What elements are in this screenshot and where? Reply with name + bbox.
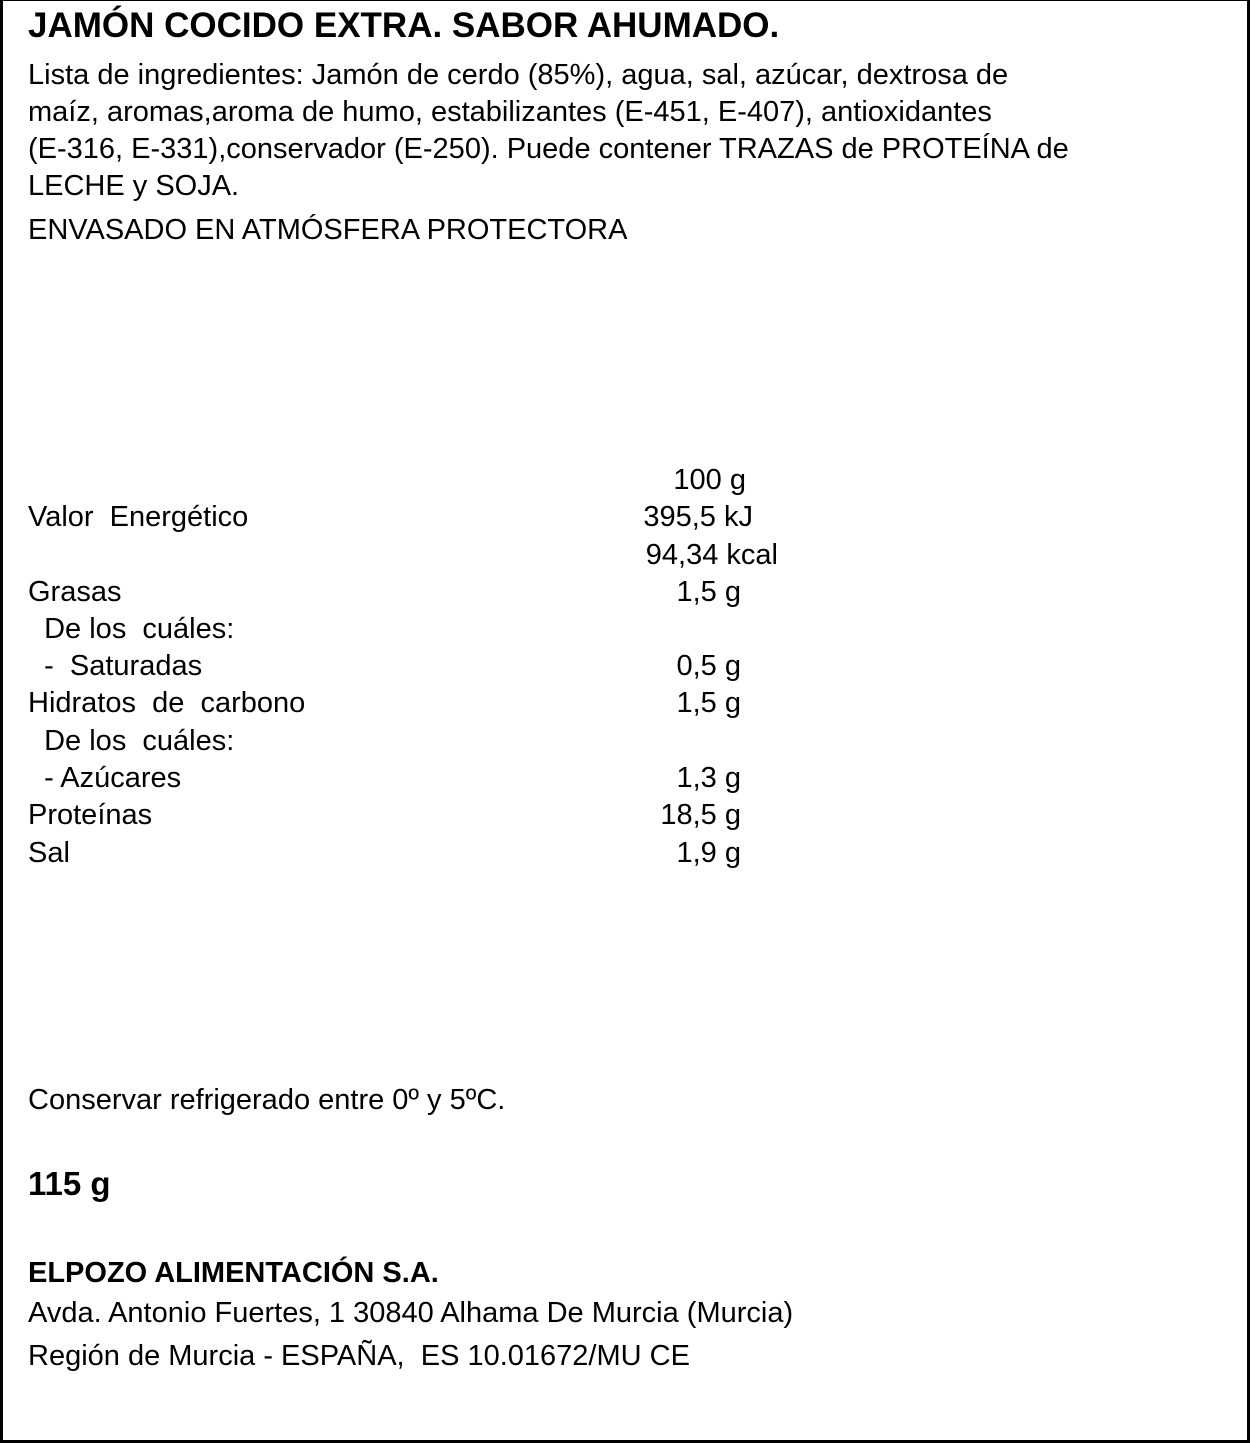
company-name: ELPOZO ALIMENTACIÓN S.A.	[28, 1257, 439, 1289]
nutrition-row-value: 94,34 kcal	[645, 539, 778, 571]
nutrition-row-value: 1,3 g	[676, 762, 741, 794]
nutrition-row-value: 1,5 g	[676, 687, 741, 719]
nutrition-row-label: De los cuáles:	[28, 725, 235, 757]
ingredients-line: Lista de ingredientes: Jamón de cerdo (85%), agua, sal, azúcar, dextrosa de	[28, 59, 1009, 91]
ingredients-line: (E-316, E-331),conservador (E-250). Puede contener TRAZAS de PROTEÍNA de	[28, 133, 1069, 165]
nutrition-row-label: Sal	[28, 837, 70, 869]
company-address-line2: Región de Murcia - ESPAÑA, ES 10.01672/MU CE	[28, 1340, 690, 1372]
nutrition-row-label: - Azúcares	[28, 762, 182, 794]
ingredients-list	[28, 57, 1218, 205]
ingredients-line: maíz, aromas,aroma de humo, estabilizantes (E-451, E-407), antioxidantes	[28, 96, 992, 128]
nutrition-row-label: Grasas	[28, 576, 122, 608]
nutrition-row-label: De los cuáles:	[28, 613, 235, 645]
nutrition-row-label: Valor Energético	[28, 501, 249, 533]
storage-instructions: Conservar refrigerado entre 0º y 5ºC.	[28, 1084, 506, 1116]
company-address-line1: Avda. Antonio Fuertes, 1 30840 Alhama De Murcia (Murcia)	[28, 1297, 794, 1329]
nutrition-row-label: Hidratos de carbono	[28, 687, 306, 719]
nutrition-row-label: - Saturadas	[28, 650, 203, 682]
product-title: JAMÓN COCIDO EXTRA. SABOR AHUMADO.	[28, 6, 780, 45]
nutrition-header-per-100g: 100 g	[673, 464, 746, 496]
net-weight: 115 g	[28, 1165, 111, 1202]
nutrition-row-label: Proteínas	[28, 799, 153, 831]
nutrition-row-value: 1,9 g	[676, 837, 741, 869]
nutrition-row-value: 1,5 g	[676, 576, 741, 608]
nutrition-row-value: 0,5 g	[676, 650, 741, 682]
packaging-note: ENVASADO EN ATMÓSFERA PROTECTORA	[28, 214, 628, 246]
ingredients-line: LECHE y SOJA.	[28, 170, 240, 202]
nutrition-row-value: 395,5 kJ	[643, 501, 753, 533]
nutrition-row-value: 18,5 g	[660, 799, 741, 831]
